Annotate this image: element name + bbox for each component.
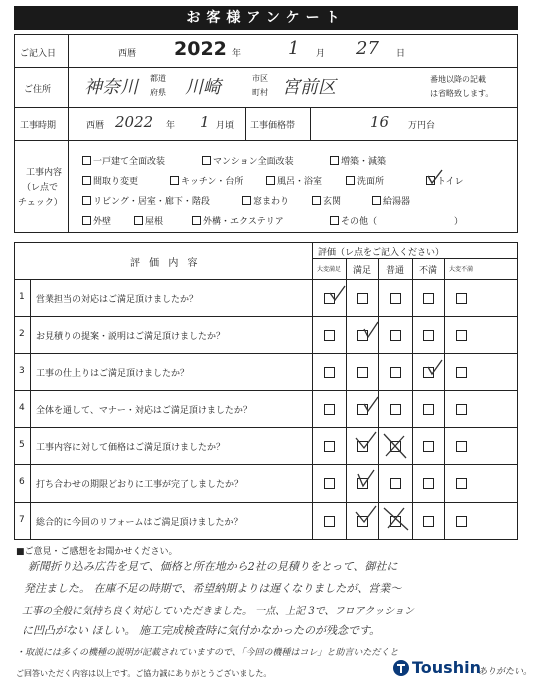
rating-checkbox[interactable] — [390, 478, 401, 489]
checkbox[interactable] — [330, 216, 339, 225]
period-month-unit: 月頃 — [216, 121, 235, 131]
rating-checkbox[interactable] — [324, 330, 335, 341]
col-satisfied: 満足 — [352, 266, 371, 276]
rating-checkbox[interactable] — [390, 293, 401, 304]
pref-unit-top: 都道 — [150, 74, 166, 83]
survey-title: お客様アンケート — [14, 6, 518, 30]
date-month[interactable]: 1 — [288, 38, 300, 59]
checkbox[interactable] — [82, 156, 91, 165]
checkbox[interactable] — [134, 216, 143, 225]
question-text: 営業担当の対応はご満足頂けましたか？ — [36, 294, 199, 305]
rating-checkbox[interactable] — [423, 516, 434, 527]
checkbox[interactable] — [346, 176, 355, 185]
comment-line-5: ・取説には多くの機種の説明が記載されていますので、「今回の機種はコレ」と助言いただくと — [16, 648, 399, 658]
rating-checkbox[interactable] — [357, 293, 368, 304]
price-value[interactable]: 16 — [370, 113, 390, 131]
address-city[interactable]: 川崎 — [185, 77, 221, 98]
checkbox[interactable] — [192, 216, 201, 225]
period-era: 西暦 — [86, 121, 105, 131]
rating-checkbox[interactable] — [456, 478, 467, 489]
eval-header-left: 評 価 内 容 — [130, 258, 201, 269]
work-label-2: （レ点で — [22, 183, 59, 193]
address-note-1: 番地以降の記載 — [430, 75, 486, 84]
question-text: 工事内容に対して価格はご満足頂けましたか？ — [36, 442, 226, 453]
comment-line-1: 新聞折り込み広告を見て、価格と所在地から2社の見積りをとって、御社に — [28, 560, 398, 573]
brand-name: Toushin — [412, 658, 481, 677]
date-day[interactable]: 27 — [356, 38, 379, 59]
question-text: お見積りの提案・説明はご満足頂けましたか？ — [36, 331, 226, 342]
date-day-unit: 日 — [396, 49, 406, 59]
footer-text: ご回答いただく内容は以上です。ご協力誠にありがとうございました。 — [16, 669, 272, 678]
checkbox[interactable] — [242, 196, 251, 205]
question-number: 7 — [19, 515, 25, 525]
city-unit-bottom: 町村 — [252, 88, 268, 97]
question-number: 4 — [19, 402, 25, 413]
rating-checkbox[interactable] — [390, 516, 401, 527]
date-month-unit: 月 — [316, 49, 326, 59]
date-label: ご記入日 — [20, 49, 57, 59]
rating-checkbox[interactable] — [423, 293, 434, 304]
col-very-satisfied: 大変満足 — [316, 266, 341, 273]
address-label: ご住所 — [24, 85, 52, 95]
question-number: 3 — [19, 365, 25, 376]
col-unsatisfied: 不満 — [418, 266, 437, 276]
period-year[interactable]: 2022 — [115, 113, 154, 131]
date-year-unit: 年 — [232, 49, 242, 59]
rating-checkbox[interactable] — [423, 330, 434, 341]
question-text: 総合的に今回のリフォームはご満足頂けましたか？ — [36, 518, 243, 528]
work-label-1: 工事内容 — [26, 168, 63, 178]
toushin-logo-icon — [392, 659, 410, 677]
col-normal: 普通 — [385, 266, 404, 276]
address-town[interactable]: 宮前区 — [282, 77, 336, 98]
rating-checkbox[interactable] — [357, 478, 368, 489]
rating-checkbox[interactable] — [357, 367, 368, 378]
rating-checkbox[interactable] — [423, 404, 434, 415]
rating-checkbox[interactable] — [456, 441, 467, 452]
evaluation-table — [14, 242, 518, 540]
question-number: 2 — [19, 328, 25, 339]
question-number: 5 — [19, 439, 25, 450]
question-number: 1 — [19, 291, 25, 302]
col-very-unsatisfied: 大変不満 — [448, 266, 473, 273]
price-label: 工事価格帯 — [250, 121, 296, 131]
period-year-unit: 年 — [166, 121, 176, 131]
checkbox[interactable] — [372, 196, 381, 205]
period-month[interactable]: 1 — [200, 113, 210, 131]
rating-checkbox[interactable] — [357, 516, 368, 527]
rating-checkbox[interactable] — [324, 516, 335, 527]
checkbox[interactable] — [82, 196, 91, 205]
address-note-2: は省略致します。 — [430, 89, 494, 98]
checkbox[interactable] — [82, 176, 91, 185]
rating-checkbox[interactable] — [390, 404, 401, 415]
question-text: 打ち合わせの期限どおりに工事が完了しましたか？ — [36, 479, 244, 490]
rating-checkbox[interactable] — [456, 293, 467, 304]
checkbox[interactable] — [312, 196, 321, 205]
city-unit-top: 市区 — [252, 74, 268, 83]
rating-checkbox[interactable] — [357, 441, 368, 452]
comment-line-3: 工事の全般に気持ち良く対応していただきました。 一点、上記 3で、フロアクッション — [22, 606, 415, 617]
rating-checkbox[interactable] — [390, 330, 401, 341]
pref-unit-bottom: 府県 — [150, 88, 166, 97]
rating-checkbox[interactable] — [456, 367, 467, 378]
rating-checkbox[interactable] — [423, 367, 434, 378]
rating-checkbox[interactable] — [324, 367, 335, 378]
checkbox[interactable] — [266, 176, 275, 185]
comment-line-4: に凹凸がない ほしい。 施工完成検査時に気付かなかったのが残念です。 — [22, 624, 381, 637]
rating-checkbox[interactable] — [357, 404, 368, 415]
comment-line-6: ありがたい。 — [478, 667, 533, 677]
question-text: 工事の仕上りはご満足頂けましたか？ — [36, 368, 190, 379]
rating-checkbox[interactable] — [324, 293, 335, 304]
rating-checkbox[interactable] — [423, 478, 434, 489]
rating-checkbox[interactable] — [324, 441, 335, 452]
rating-checkbox[interactable] — [357, 330, 368, 341]
checkbox[interactable] — [330, 156, 339, 165]
eval-header-right: 評価（レ点をご記入ください） — [318, 248, 445, 258]
checkbox[interactable] — [202, 156, 211, 165]
rating-checkbox[interactable] — [324, 478, 335, 489]
date-year[interactable]: 2022 — [174, 38, 227, 60]
rating-checkbox[interactable] — [423, 441, 434, 452]
question-number: 6 — [19, 476, 25, 487]
rating-checkbox[interactable] — [390, 367, 401, 378]
comments-label: ■ご意見・ご感想をお聞かせください。 — [16, 547, 178, 557]
price-unit: 万円台 — [408, 121, 436, 131]
date-era: 西暦 — [118, 49, 137, 59]
comment-line-2: 発注ました。 在庫不足の時期で、希望納期よりは遅くなりましたが、営業～ — [24, 582, 402, 595]
question-text: 全体を通して、マナー・対応はご満足頂けましたか？ — [36, 405, 252, 416]
checkbox-checked[interactable] — [426, 176, 435, 185]
rating-checkbox[interactable] — [456, 516, 467, 527]
work-label-3: チェック） — [18, 198, 63, 208]
address-prefecture[interactable]: 神奈川 — [84, 77, 138, 98]
rating-checkbox[interactable] — [324, 404, 335, 415]
rating-checkbox[interactable] — [390, 441, 401, 452]
checkbox[interactable] — [82, 216, 91, 225]
period-label: 工事時期 — [20, 121, 57, 131]
checkbox[interactable] — [170, 176, 179, 185]
rating-checkbox[interactable] — [456, 404, 467, 415]
rating-checkbox[interactable] — [456, 330, 467, 341]
